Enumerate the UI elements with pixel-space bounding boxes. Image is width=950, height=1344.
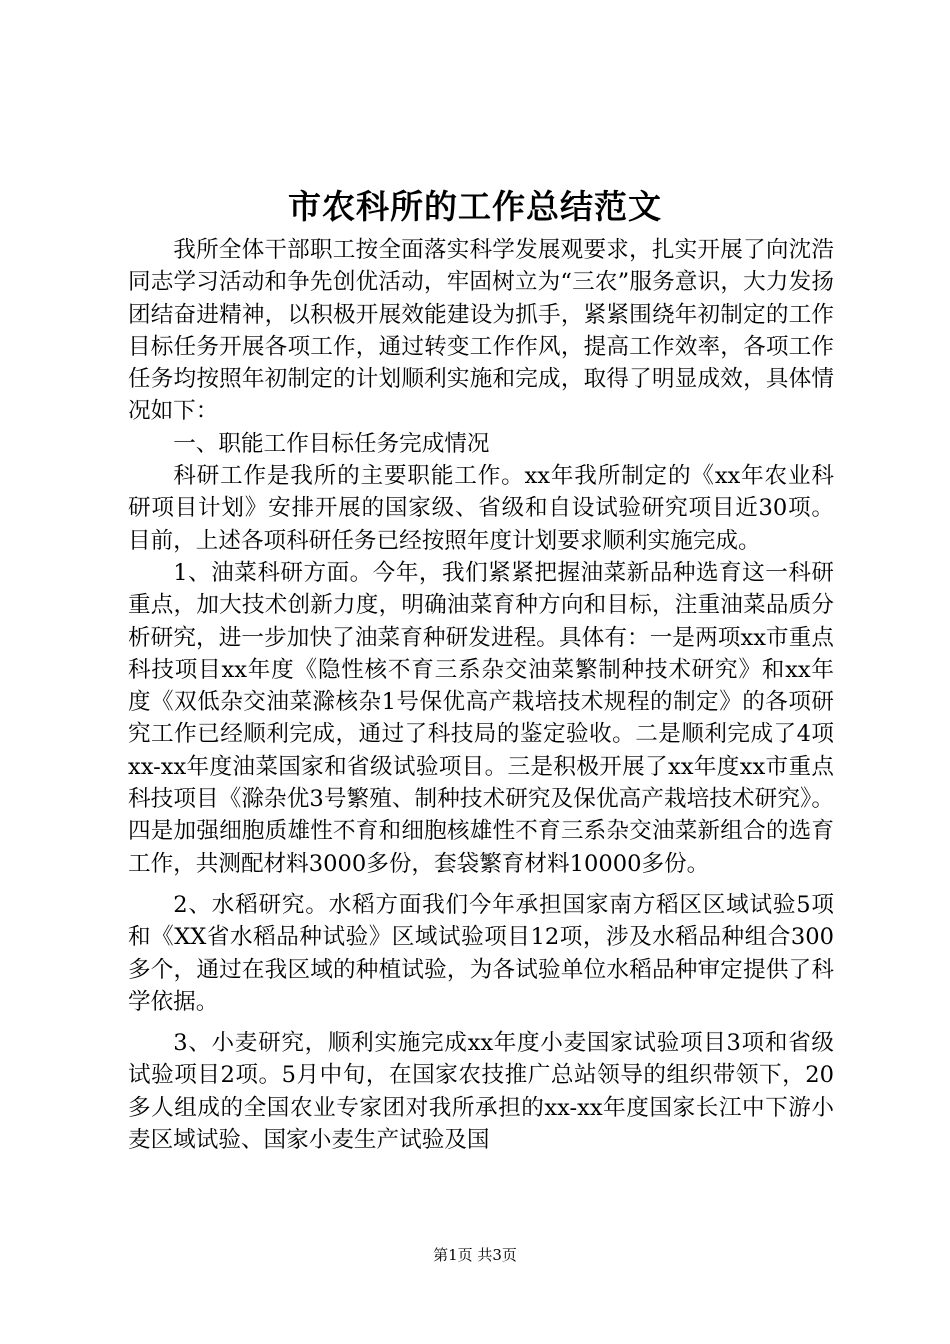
paragraph-rice: 2、水稻研究。水稻方面我们今年承担国家南方稻区区域试验5项和《XX省水稻品种试验》区域试验项目12项，涉及水稻品种组合300多个，通过在我区域的种植试验，为各试验单位水稻品种审定提供了科学依据。 — [128, 891, 834, 1015]
document-title: 市农科所的工作总结范文 — [288, 187, 662, 226]
paragraph-intro: 我所全体干部职工按全面落实科学发展观要求，扎实开展了向沈浩同志学习活动和争先创优活动，牢固树立为“三农”服务意识，大力发扬团结奋进精神，以积极开展效能建设为抓手，紧紧围绕年初制定的工作目标任务开展各项工作，通过转变工作作风，提高工作效率，各项工作任务均按照年初制定的计划顺利实施和完成，取得了明显成效，具体情况如下： — [128, 237, 834, 425]
paragraph-rapeseed: 1、油菜科研方面。今年，我们紧紧把握油菜新品种选育这一科研重点，加大技术创新力度，明确油菜育种方向和目标，注重油菜品质分析研究，进一步加快了油菜育种研发进程。具体有：一是两项xx市重点科技项目xx年度《隐性核不育三系杂交油菜繁制种技术研究》和xx年度《双低杂交油菜滁核杂1号保优高产栽培技术规程的制定》的各项研究工作已经顺利完成，通过了科技局的鉴定验收。二是顺利完成了4项xx-xx年度油菜国家和省级试验项目。三是积极开展了xx年度xx市重点科技项目《滁杂优3号繁殖、制种技术研究及保优高产栽培技术研究》。四是加强细胞质雄性不育和细胞核雄性不育三系杂交油菜新组合的选育工作，共测配材料3000多份，套袋繁育材料10000多份。 — [128, 559, 834, 877]
paragraph-research: 科研工作是我所的主要职能工作。xx年我所制定的《xx年农业科研项目计划》安排开展的国家级、省级和自设试验研究项目近30项。目前，上述各项科研任务已经按照年度计划要求顺利实施完成。 — [128, 463, 834, 554]
section-heading: 一、职能工作目标任务完成情况 — [173, 430, 490, 457]
document-body — [128, 234, 834, 1156]
paragraph-wheat: 3、小麦研究，顺利实施完成xx年度小麦国家试验项目3项和省级试验项目2项。5月中旬，在国家农技推广总站领导的组织带领下，20多人组成的全国农业专家团对我所承担的xx-xx年度国家长江中下游小麦区域试验、国家小麦生产试验及国 — [128, 1030, 834, 1154]
page-footer: 第1页 共3页 — [433, 1246, 517, 1264]
